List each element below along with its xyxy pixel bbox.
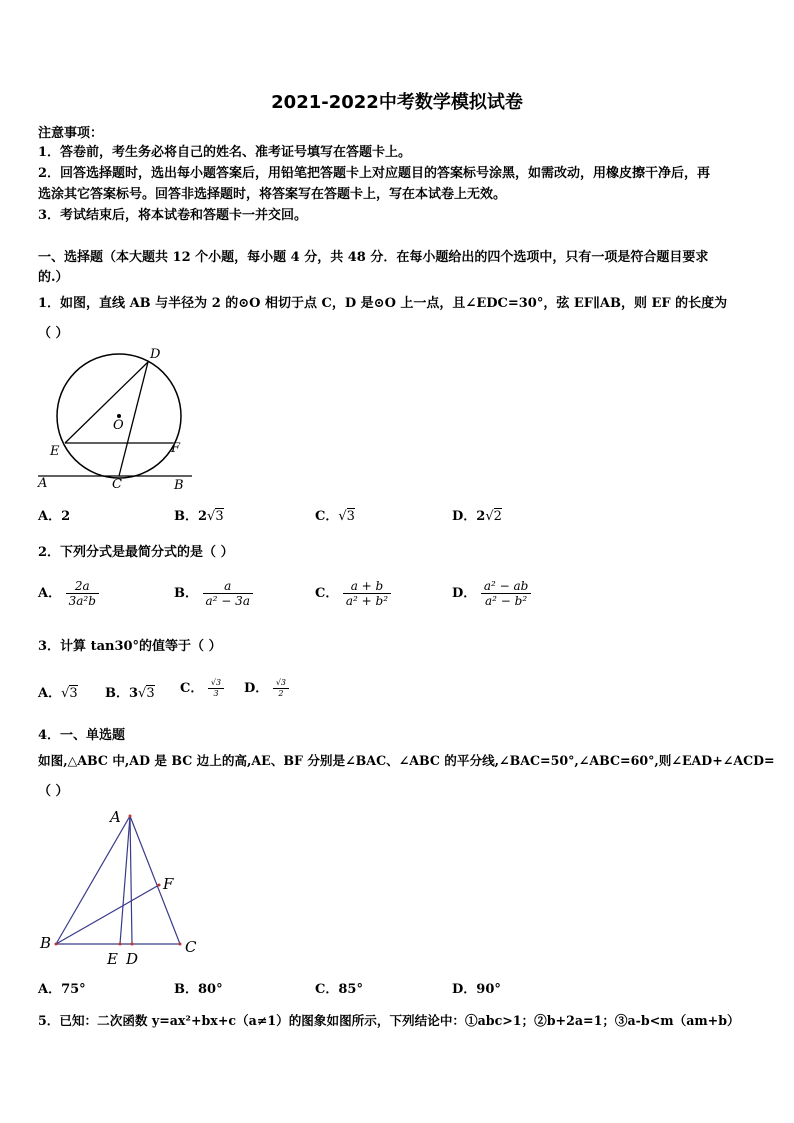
- q4-figure: [34, 802, 206, 972]
- q2-text: 2．下列分式是最简分式的是（ ）: [38, 545, 234, 560]
- q2-option-a: [38, 579, 99, 608]
- q2-option-d-label: D．: [452, 586, 477, 601]
- page-title: 2021-2022中考数学模拟试卷: [271, 92, 523, 113]
- point-f: [158, 884, 161, 887]
- label-e: E: [50, 444, 60, 459]
- label-b: B: [40, 934, 52, 952]
- q1-paren: （ ）: [38, 326, 69, 341]
- q4-paren: （ ）: [38, 784, 69, 799]
- q3-option-a-radicand: 3: [69, 686, 78, 701]
- sqrt-symbol: √: [207, 509, 216, 524]
- q3-text: 3．计算 tan30°的值等于（ ）: [38, 639, 222, 654]
- bisector-ae: [120, 816, 130, 944]
- fraction: [481, 579, 531, 608]
- denominator: a² − b²: [484, 594, 528, 608]
- sqrt-symbol: √: [61, 686, 70, 701]
- q3-option-b-radicand: 3: [146, 686, 155, 701]
- q1-option-b-radicand: 3: [215, 509, 224, 524]
- notice-header: 注意事项：: [38, 126, 104, 141]
- vertex-c: [179, 943, 182, 946]
- point-e: [119, 943, 122, 946]
- numerator: 2a: [66, 579, 99, 594]
- q5-text: 5．已知：二次函数 y=ax²+bx+c（a≠1）的图象如图所示，下列结论中：①abc>1；②b+2a=1；③a-b<m（am+b）: [38, 1013, 740, 1028]
- q1-option-b-label: B．2: [174, 509, 208, 524]
- fraction: [66, 579, 99, 608]
- q2-option-d: [452, 579, 531, 608]
- numerator: √3: [208, 678, 224, 689]
- q1-figure: [30, 342, 200, 494]
- q1-option-c-radicand: 3: [346, 509, 355, 524]
- sqrt-symbol: √: [338, 509, 347, 524]
- altitude-ad: [130, 816, 132, 944]
- q3-option-a: [38, 682, 78, 701]
- q3-option-c-label: C．: [180, 681, 204, 696]
- q1-option-d-label: D．2: [452, 509, 486, 524]
- denominator: 3a²b: [68, 594, 96, 608]
- fraction: [343, 579, 391, 608]
- q4-option-d: D．90°: [452, 982, 501, 997]
- sqrt-symbol: √: [138, 686, 147, 701]
- q1-option-c-label: C．: [315, 509, 339, 524]
- label-b: B: [174, 478, 184, 493]
- sqrt-symbol: √: [485, 509, 494, 524]
- q2-option-b-label: B．: [174, 586, 198, 601]
- label-f: F: [171, 441, 181, 456]
- point-d: [131, 943, 134, 946]
- q2-option-c: [315, 579, 391, 608]
- notice-item-2a: 2．回答选择题时，选出每小题答案后，用铅笔把答题卡上对应题目的答案标号涂黑，如需改动，用橡皮擦干净后，再: [38, 166, 711, 181]
- q3-option-d-label: D．: [244, 681, 269, 696]
- q1-text: 1．如图，直线 AB 与半径为 2 的⊙O 相切于点 C，D 是⊙O 上一点，且∠EDC=30°，弦 EF∥AB，则 EF 的长度为: [38, 296, 728, 311]
- q2-option-a-label: A．: [38, 586, 62, 601]
- fraction: [203, 579, 253, 608]
- denominator: a² + b²: [345, 594, 389, 608]
- q1-option-d-radicand: 2: [493, 509, 502, 524]
- fraction: [208, 678, 224, 699]
- numerator: a: [203, 579, 253, 594]
- q3-option-d: [244, 677, 289, 699]
- numerator: a² − ab: [481, 579, 531, 594]
- label-o: O: [113, 418, 124, 433]
- vertex-a: [129, 815, 132, 818]
- notice-item-1: 1．答卷前，考生务必将自己的姓名、准考证号填写在答题卡上。: [38, 145, 412, 160]
- denominator: 3: [213, 689, 219, 698]
- bisector-bf: [56, 885, 159, 944]
- label-d: D: [126, 950, 139, 968]
- q3-option-a-label: A．: [38, 686, 62, 701]
- q4-option-c: C．85°: [315, 982, 363, 997]
- q4-option-b: B．80°: [174, 982, 223, 997]
- q3-option-c: [180, 677, 224, 699]
- q1-option-d: [452, 505, 502, 524]
- denominator: a² − 3a: [205, 594, 250, 608]
- label-a: A: [110, 808, 121, 826]
- q2-option-b: [174, 579, 253, 608]
- q4-header: 4．一、单选题: [38, 728, 126, 743]
- q2-option-c-label: C．: [315, 586, 339, 601]
- vertex-b: [55, 943, 58, 946]
- section-heading-line2: 的.）: [38, 270, 69, 285]
- q1-option-b: [174, 505, 224, 524]
- fraction: [273, 678, 289, 699]
- q3-option-b: [105, 682, 155, 701]
- chord-ed: [65, 362, 148, 443]
- side-ab: [56, 816, 130, 944]
- label-e: E: [107, 950, 118, 968]
- q1-option-a: A．2: [38, 509, 71, 524]
- numerator: √3: [273, 678, 289, 689]
- label-a: A: [38, 476, 48, 491]
- label-f: F: [163, 875, 174, 893]
- q1-option-c: [315, 505, 355, 524]
- section-heading-line1: 一、选择题（本大题共 12 个小题，每小题 4 分，共 48 分．在每小题给出的四个选项中，只有一项是符合题目要求: [38, 250, 709, 265]
- q3-option-b-label: B．3: [105, 686, 139, 701]
- numerator: a + b: [343, 579, 391, 594]
- notice-item-3: 3．考试结束后，将本试卷和答题卡一并交回。: [38, 208, 308, 223]
- q4-option-a: A．75°: [38, 982, 86, 997]
- label-d: D: [150, 347, 161, 362]
- label-c: C: [185, 938, 197, 956]
- notice-item-2b: 选涂其它答案标号。回答非选择题时，将答案写在答题卡上，写在本试卷上无效。: [38, 187, 507, 202]
- denominator: 2: [278, 689, 284, 698]
- label-c: C: [112, 477, 122, 492]
- q4-text: 如图,△ABC 中,AD 是 BC 边上的高,AE、BF 分别是∠BAC、∠ABC 的平分线,∠BAC=50°,∠ABC=60°,则∠EAD+∠ACD=: [38, 753, 775, 768]
